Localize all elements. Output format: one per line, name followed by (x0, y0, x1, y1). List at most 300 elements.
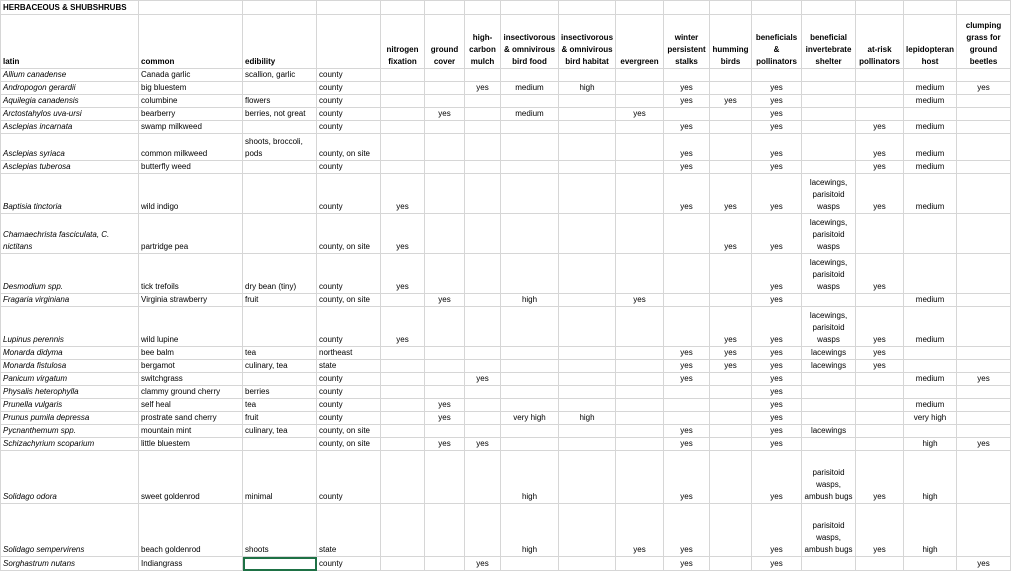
cell-clumping[interactable]: yes (957, 438, 1011, 451)
cell-latin[interactable]: Aquilegia canadensis (1, 95, 139, 108)
cell-shelter[interactable] (802, 386, 856, 399)
cell-atrisk[interactable] (856, 557, 904, 571)
cell-carbon[interactable] (465, 214, 501, 254)
cell-clumping[interactable] (957, 254, 1011, 294)
cell-edibility[interactable]: fruit (243, 294, 317, 307)
cell-latin[interactable]: Monarda didyma (1, 347, 139, 360)
cell-lepid[interactable]: medium (904, 121, 957, 134)
cell-lepid[interactable]: medium (904, 134, 957, 161)
cell-clumping[interactable] (957, 386, 1011, 399)
cell-clumping[interactable] (957, 399, 1011, 412)
cell-birdfood[interactable] (501, 399, 559, 412)
cell-shelter[interactable] (802, 108, 856, 121)
cell-avail[interactable]: county, on site (317, 294, 381, 307)
cell-beneficials[interactable] (752, 69, 802, 82)
cell-ground[interactable] (425, 134, 465, 161)
cell-birdhabitat[interactable] (559, 214, 616, 254)
cell-birdhabitat[interactable] (559, 108, 616, 121)
cell-edibility[interactable] (243, 82, 317, 95)
cell-atrisk[interactable]: yes (856, 504, 904, 557)
cell-lepid[interactable] (904, 360, 957, 373)
cell-avail[interactable]: county (317, 69, 381, 82)
header-bird-habitat[interactable]: insectivorous & omnivirous bird habitat (559, 15, 616, 69)
cell-humming[interactable]: yes (710, 347, 752, 360)
cell-birdhabitat[interactable] (559, 425, 616, 438)
cell-common[interactable]: common milkweed (139, 134, 243, 161)
cell-lepid[interactable]: high (904, 438, 957, 451)
cell-latin[interactable]: Asclepias tuberosa (1, 161, 139, 174)
cell-birdfood[interactable]: high (501, 294, 559, 307)
cell-lepid[interactable] (904, 214, 957, 254)
cell-carbon[interactable]: yes (465, 373, 501, 386)
cell-atrisk[interactable] (856, 214, 904, 254)
cell-humming[interactable] (710, 108, 752, 121)
cell-lepid[interactable] (904, 347, 957, 360)
cell-beneficials[interactable]: yes (752, 294, 802, 307)
cell-birdhabitat[interactable] (559, 360, 616, 373)
cell-avail[interactable]: county (317, 412, 381, 425)
cell-common[interactable]: Indiangrass (139, 557, 243, 571)
cell-atrisk[interactable] (856, 294, 904, 307)
cell-shelter[interactable] (802, 134, 856, 161)
cell-common[interactable]: bee balm (139, 347, 243, 360)
cell-edibility[interactable]: fruit (243, 412, 317, 425)
header-bird-food[interactable]: insectivorous & omnivirous bird food (501, 15, 559, 69)
cell-winter[interactable]: yes (664, 557, 710, 571)
cell-common[interactable]: wild lupine (139, 307, 243, 347)
cell-lepid[interactable] (904, 108, 957, 121)
cell-carbon[interactable] (465, 108, 501, 121)
cell-beneficials[interactable]: yes (752, 399, 802, 412)
cell-ground[interactable] (425, 121, 465, 134)
cell-evergreen[interactable] (616, 425, 664, 438)
cell-common[interactable]: switchgrass (139, 373, 243, 386)
cell-birdfood[interactable] (501, 557, 559, 571)
cell-birdhabitat[interactable] (559, 438, 616, 451)
cell-winter[interactable] (664, 69, 710, 82)
cell-evergreen[interactable] (616, 174, 664, 214)
cell-clumping[interactable] (957, 412, 1011, 425)
cell-evergreen[interactable] (616, 134, 664, 161)
cell-nitrogen[interactable] (381, 360, 425, 373)
cell-edibility[interactable] (243, 214, 317, 254)
cell-avail[interactable]: county (317, 399, 381, 412)
cell-evergreen[interactable] (616, 557, 664, 571)
cell-humming[interactable] (710, 373, 752, 386)
cell-clumping[interactable] (957, 504, 1011, 557)
cell-birdfood[interactable] (501, 373, 559, 386)
cell-ground[interactable]: yes (425, 294, 465, 307)
cell-beneficials[interactable]: yes (752, 174, 802, 214)
cell-latin[interactable]: Andropogon gerardii (1, 82, 139, 95)
cell-carbon[interactable] (465, 69, 501, 82)
cell-birdfood[interactable] (501, 69, 559, 82)
cell-carbon[interactable] (465, 451, 501, 504)
cell-clumping[interactable]: yes (957, 82, 1011, 95)
cell-winter[interactable] (664, 214, 710, 254)
cell-shelter[interactable] (802, 161, 856, 174)
cell-lepid[interactable] (904, 425, 957, 438)
cell-shelter[interactable]: lacewings (802, 425, 856, 438)
cell-birdhabitat[interactable] (559, 161, 616, 174)
cell-beneficials[interactable]: yes (752, 307, 802, 347)
cell-carbon[interactable] (465, 412, 501, 425)
cell-winter[interactable] (664, 386, 710, 399)
cell-birdfood[interactable] (501, 134, 559, 161)
cell-carbon[interactable] (465, 174, 501, 214)
cell-atrisk[interactable] (856, 438, 904, 451)
cell-humming[interactable] (710, 134, 752, 161)
cell-edibility[interactable]: dry bean (tiny) (243, 254, 317, 294)
cell-shelter[interactable] (802, 399, 856, 412)
cell-carbon[interactable] (465, 347, 501, 360)
cell-nitrogen[interactable]: yes (381, 254, 425, 294)
cell-evergreen[interactable] (616, 412, 664, 425)
header-beneficials[interactable]: beneficials & pollinators (752, 15, 802, 69)
cell-beneficials[interactable]: yes (752, 557, 802, 571)
cell-common[interactable]: Virginia strawberry (139, 294, 243, 307)
cell-lepid[interactable]: medium (904, 95, 957, 108)
cell-nitrogen[interactable]: yes (381, 174, 425, 214)
cell-clumping[interactable] (957, 174, 1011, 214)
cell-winter[interactable]: yes (664, 134, 710, 161)
cell-ground[interactable] (425, 557, 465, 571)
cell-lepid[interactable]: medium (904, 294, 957, 307)
cell-carbon[interactable] (465, 399, 501, 412)
cell-nitrogen[interactable] (381, 557, 425, 571)
cell-avail[interactable]: county (317, 307, 381, 347)
cell-birdfood[interactable]: medium (501, 82, 559, 95)
cell-clumping[interactable] (957, 108, 1011, 121)
cell-lepid[interactable]: medium (904, 174, 957, 214)
cell-humming[interactable] (710, 438, 752, 451)
cell-birdfood[interactable]: very high (501, 412, 559, 425)
cell-evergreen[interactable] (616, 254, 664, 294)
cell-edibility[interactable] (243, 161, 317, 174)
cell-evergreen[interactable] (616, 69, 664, 82)
cell-common[interactable]: swamp milkweed (139, 121, 243, 134)
cell-avail[interactable]: state (317, 360, 381, 373)
cell-birdhabitat[interactable]: high (559, 412, 616, 425)
cell-ground[interactable] (425, 82, 465, 95)
cell-winter[interactable]: yes (664, 174, 710, 214)
cell-winter[interactable]: yes (664, 82, 710, 95)
cell-atrisk[interactable]: yes (856, 451, 904, 504)
cell-edibility[interactable] (243, 557, 317, 571)
cell-beneficials[interactable]: yes (752, 108, 802, 121)
cell-birdfood[interactable] (501, 254, 559, 294)
cell-atrisk[interactable]: yes (856, 121, 904, 134)
cell-latin[interactable]: Physalis heterophylla (1, 386, 139, 399)
cell-common[interactable]: prostrate sand cherry (139, 412, 243, 425)
cell-carbon[interactable]: yes (465, 557, 501, 571)
cell-evergreen[interactable] (616, 360, 664, 373)
cell-avail[interactable]: county (317, 557, 381, 571)
cell-clumping[interactable]: yes (957, 373, 1011, 386)
cell-birdfood[interactable] (501, 214, 559, 254)
cell-carbon[interactable]: yes (465, 438, 501, 451)
cell-latin[interactable]: Pycnanthemum spp. (1, 425, 139, 438)
cell-lepid[interactable]: medium (904, 373, 957, 386)
cell-birdfood[interactable] (501, 174, 559, 214)
cell-avail[interactable]: county (317, 161, 381, 174)
cell-ground[interactable] (425, 95, 465, 108)
cell-humming[interactable]: yes (710, 214, 752, 254)
cell-beneficials[interactable]: yes (752, 95, 802, 108)
cell-birdhabitat[interactable] (559, 399, 616, 412)
header-invertebrate-shelter[interactable]: beneficial invertebrate shelter (802, 15, 856, 69)
cell-shelter[interactable] (802, 412, 856, 425)
cell-winter[interactable]: yes (664, 425, 710, 438)
cell-avail[interactable]: county, on site (317, 425, 381, 438)
cell-latin[interactable]: Allium canadense (1, 69, 139, 82)
cell-edibility[interactable] (243, 373, 317, 386)
cell-humming[interactable]: yes (710, 307, 752, 347)
cell-atrisk[interactable]: yes (856, 307, 904, 347)
cell-birdhabitat[interactable] (559, 307, 616, 347)
cell-edibility[interactable] (243, 438, 317, 451)
cell-birdfood[interactable]: medium (501, 108, 559, 121)
cell-birdhabitat[interactable] (559, 504, 616, 557)
cell-birdfood[interactable] (501, 438, 559, 451)
cell-shelter[interactable]: lacewings, parisitoid wasps (802, 214, 856, 254)
cell-winter[interactable] (664, 412, 710, 425)
cell-humming[interactable] (710, 82, 752, 95)
cell-clumping[interactable] (957, 360, 1011, 373)
cell-nitrogen[interactable]: yes (381, 214, 425, 254)
cell-humming[interactable] (710, 399, 752, 412)
header-evergreen[interactable]: evergreen (616, 15, 664, 69)
cell-latin[interactable]: Lupinus perennis (1, 307, 139, 347)
cell-lepid[interactable]: very high (904, 412, 957, 425)
cell-beneficials[interactable]: yes (752, 82, 802, 95)
cell-nitrogen[interactable] (381, 347, 425, 360)
cell-atrisk[interactable]: yes (856, 161, 904, 174)
cell-birdhabitat[interactable] (559, 557, 616, 571)
cell-edibility[interactable]: shoots, broccoli, pods (243, 134, 317, 161)
cell-shelter[interactable] (802, 557, 856, 571)
cell-ground[interactable] (425, 307, 465, 347)
cell-ground[interactable] (425, 425, 465, 438)
cell-winter[interactable] (664, 254, 710, 294)
header-latin[interactable]: latin (1, 15, 139, 69)
cell-nitrogen[interactable] (381, 412, 425, 425)
cell-shelter[interactable]: parisitoid wasps, ambush bugs (802, 504, 856, 557)
cell-nitrogen[interactable] (381, 373, 425, 386)
cell-evergreen[interactable] (616, 95, 664, 108)
cell-nitrogen[interactable] (381, 294, 425, 307)
cell-avail[interactable]: county (317, 254, 381, 294)
cell-birdhabitat[interactable]: high (559, 82, 616, 95)
cell-evergreen[interactable] (616, 307, 664, 347)
cell-latin[interactable]: Baptisia tinctoria (1, 174, 139, 214)
cell-edibility[interactable]: culinary, tea (243, 425, 317, 438)
cell-shelter[interactable]: parisitoid wasps, ambush bugs (802, 451, 856, 504)
cell-winter[interactable] (664, 108, 710, 121)
cell-edibility[interactable] (243, 121, 317, 134)
cell-birdhabitat[interactable] (559, 347, 616, 360)
cell-avail[interactable]: county (317, 108, 381, 121)
cell-lepid[interactable]: high (904, 504, 957, 557)
cell-evergreen[interactable]: yes (616, 504, 664, 557)
cell-atrisk[interactable] (856, 412, 904, 425)
cell-atrisk[interactable] (856, 373, 904, 386)
cell-beneficials[interactable]: yes (752, 438, 802, 451)
cell-birdfood[interactable]: high (501, 504, 559, 557)
cell-beneficials[interactable]: yes (752, 161, 802, 174)
cell-avail[interactable]: county (317, 121, 381, 134)
cell-lepid[interactable]: medium (904, 307, 957, 347)
cell-shelter[interactable]: lacewings, parisitoid wasps (802, 307, 856, 347)
cell-humming[interactable] (710, 254, 752, 294)
cell-ground[interactable]: yes (425, 399, 465, 412)
cell-birdhabitat[interactable] (559, 69, 616, 82)
cell-avail[interactable]: county (317, 386, 381, 399)
cell-winter[interactable]: yes (664, 121, 710, 134)
cell-beneficials[interactable]: yes (752, 504, 802, 557)
cell-nitrogen[interactable] (381, 451, 425, 504)
cell-lepid[interactable]: medium (904, 82, 957, 95)
cell-clumping[interactable] (957, 425, 1011, 438)
cell-atrisk[interactable]: yes (856, 347, 904, 360)
cell-humming[interactable] (710, 504, 752, 557)
cell-winter[interactable] (664, 307, 710, 347)
cell-carbon[interactable] (465, 95, 501, 108)
cell-winter[interactable]: yes (664, 347, 710, 360)
cell-winter[interactable]: yes (664, 451, 710, 504)
cell-evergreen[interactable] (616, 121, 664, 134)
cell-ground[interactable] (425, 347, 465, 360)
cell-evergreen[interactable] (616, 214, 664, 254)
header-availability[interactable] (317, 15, 381, 69)
cell-avail[interactable]: county (317, 174, 381, 214)
cell-latin[interactable]: Chamaechrista fasciculata, C. nictitans (1, 214, 139, 254)
cell-common[interactable]: sweet goldenrod (139, 451, 243, 504)
cell-beneficials[interactable]: yes (752, 412, 802, 425)
cell-humming[interactable] (710, 425, 752, 438)
cell-humming[interactable] (710, 294, 752, 307)
cell-beneficials[interactable]: yes (752, 121, 802, 134)
cell-common[interactable]: wild indigo (139, 174, 243, 214)
cell-carbon[interactable] (465, 307, 501, 347)
cell-evergreen[interactable] (616, 386, 664, 399)
cell-birdhabitat[interactable] (559, 134, 616, 161)
cell-evergreen[interactable] (616, 399, 664, 412)
cell-humming[interactable]: yes (710, 174, 752, 214)
cell-beneficials[interactable]: yes (752, 425, 802, 438)
cell-birdfood[interactable] (501, 307, 559, 347)
cell-clumping[interactable] (957, 294, 1011, 307)
cell-birdfood[interactable] (501, 121, 559, 134)
cell-beneficials[interactable]: yes (752, 360, 802, 373)
cell-atrisk[interactable] (856, 82, 904, 95)
cell-latin[interactable]: Asclepias syriaca (1, 134, 139, 161)
cell-carbon[interactable] (465, 425, 501, 438)
cell-lepid[interactable] (904, 69, 957, 82)
cell-carbon[interactable] (465, 504, 501, 557)
cell-edibility[interactable]: berries (243, 386, 317, 399)
cell-avail[interactable]: state (317, 504, 381, 557)
cell-winter[interactable]: yes (664, 373, 710, 386)
header-at-risk-pollinators[interactable]: at-risk pollinators (856, 15, 904, 69)
cell-nitrogen[interactable] (381, 82, 425, 95)
cell-humming[interactable]: yes (710, 360, 752, 373)
cell-carbon[interactable]: yes (465, 82, 501, 95)
cell-winter[interactable]: yes (664, 360, 710, 373)
cell-birdhabitat[interactable] (559, 121, 616, 134)
cell-shelter[interactable]: lacewings (802, 347, 856, 360)
cell-shelter[interactable] (802, 438, 856, 451)
cell-birdhabitat[interactable] (559, 254, 616, 294)
cell-shelter[interactable] (802, 95, 856, 108)
cell-birdfood[interactable] (501, 425, 559, 438)
cell-lepid[interactable]: high (904, 451, 957, 504)
cell-carbon[interactable] (465, 121, 501, 134)
cell-lepid[interactable] (904, 254, 957, 294)
cell-latin[interactable]: Asclepias incarnata (1, 121, 139, 134)
cell-edibility[interactable]: flowers (243, 95, 317, 108)
cell-birdfood[interactable] (501, 95, 559, 108)
cell-nitrogen[interactable] (381, 134, 425, 161)
cell-latin[interactable]: Fragaria virginiana (1, 294, 139, 307)
cell-birdhabitat[interactable] (559, 451, 616, 504)
cell-beneficials[interactable]: yes (752, 373, 802, 386)
cell-edibility[interactable] (243, 307, 317, 347)
cell-common[interactable]: big bluestem (139, 82, 243, 95)
cell-lepid[interactable] (904, 557, 957, 571)
cell-humming[interactable]: yes (710, 95, 752, 108)
cell-latin[interactable]: Schizachyrium scoparium (1, 438, 139, 451)
cell-nitrogen[interactable] (381, 438, 425, 451)
cell-birdhabitat[interactable] (559, 294, 616, 307)
cell-evergreen[interactable] (616, 438, 664, 451)
cell-atrisk[interactable] (856, 386, 904, 399)
cell-common[interactable]: mountain mint (139, 425, 243, 438)
cell-edibility[interactable]: berries, not great (243, 108, 317, 121)
cell-birdfood[interactable]: high (501, 451, 559, 504)
cell-ground[interactable]: yes (425, 108, 465, 121)
cell-ground[interactable]: yes (425, 438, 465, 451)
cell-avail[interactable]: county, on site (317, 438, 381, 451)
cell-clumping[interactable] (957, 121, 1011, 134)
cell-beneficials[interactable]: yes (752, 347, 802, 360)
cell-humming[interactable] (710, 451, 752, 504)
cell-shelter[interactable] (802, 121, 856, 134)
cell-humming[interactable] (710, 386, 752, 399)
cell-nitrogen[interactable] (381, 161, 425, 174)
cell-clumping[interactable]: yes (957, 557, 1011, 571)
cell-beneficials[interactable]: yes (752, 254, 802, 294)
cell-shelter[interactable]: lacewings, parisitoid wasps (802, 174, 856, 214)
cell-evergreen[interactable] (616, 347, 664, 360)
cell-beneficials[interactable]: yes (752, 386, 802, 399)
cell-clumping[interactable] (957, 134, 1011, 161)
cell-edibility[interactable]: shoots (243, 504, 317, 557)
cell-edibility[interactable]: minimal (243, 451, 317, 504)
cell-beneficials[interactable]: yes (752, 451, 802, 504)
cell-carbon[interactable] (465, 161, 501, 174)
cell-ground[interactable] (425, 504, 465, 557)
cell-lepid[interactable]: medium (904, 399, 957, 412)
cell-evergreen[interactable] (616, 451, 664, 504)
cell-nitrogen[interactable] (381, 386, 425, 399)
cell-ground[interactable] (425, 254, 465, 294)
cell-humming[interactable] (710, 121, 752, 134)
cell-humming[interactable] (710, 412, 752, 425)
cell-birdfood[interactable] (501, 161, 559, 174)
cell-birdfood[interactable] (501, 360, 559, 373)
cell-latin[interactable]: Panicum virgatum (1, 373, 139, 386)
